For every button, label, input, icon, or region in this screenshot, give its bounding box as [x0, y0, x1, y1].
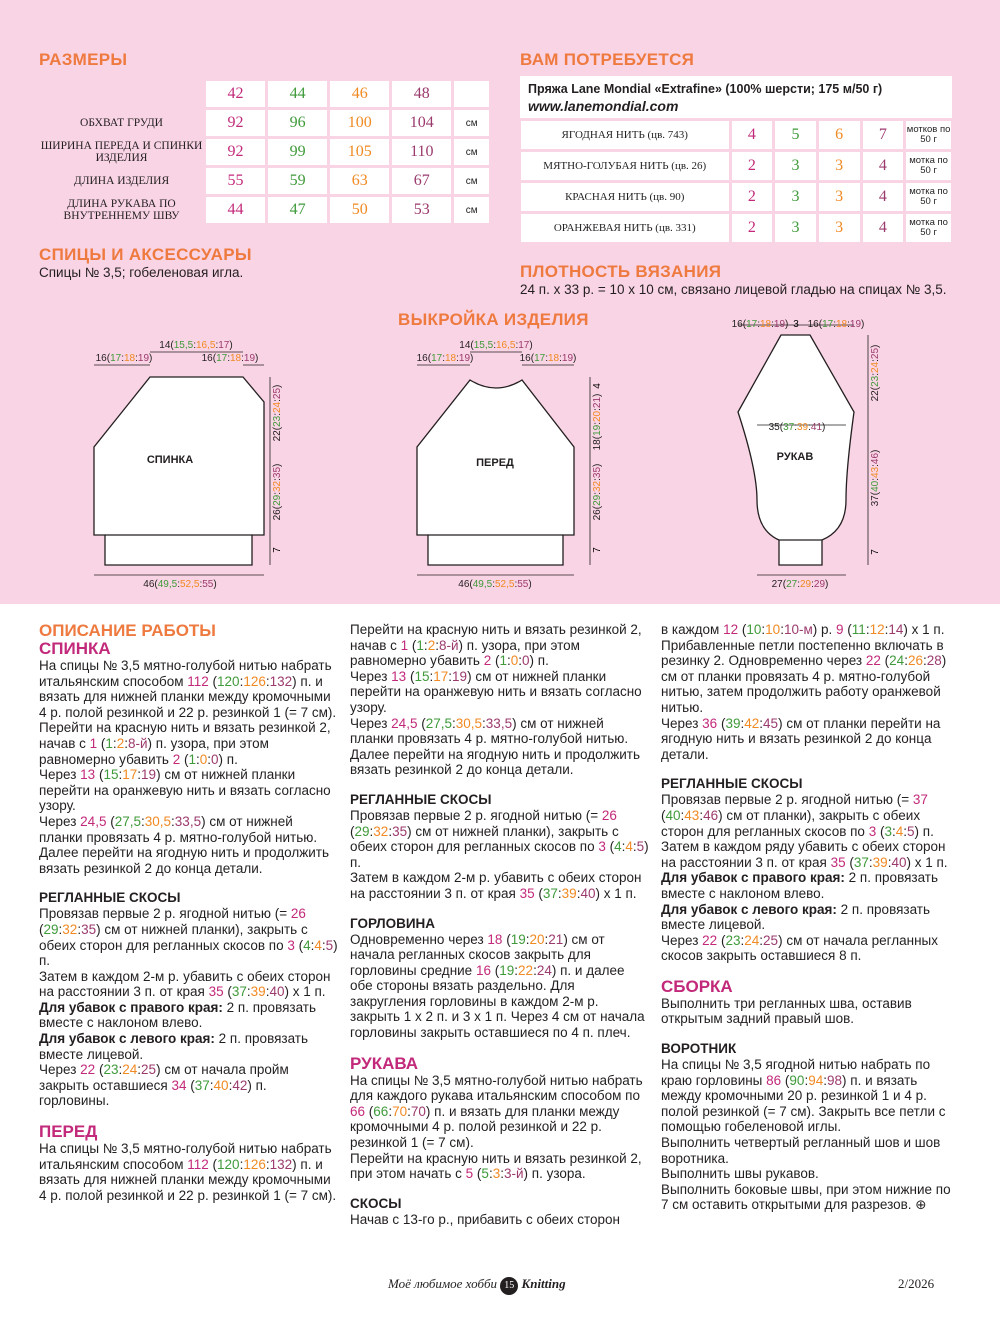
needles-text: Спицы № 3,5; гобеленовая игла. — [39, 265, 244, 280]
front-shoulder-dim-right: 16(17:18:19) — [519, 353, 577, 364]
footer-brand: Моё любимое хобби 15 Knitting — [388, 1276, 566, 1295]
sleeve-raglan-dim: 22(23:24:25) — [870, 344, 881, 402]
table-row: 42 44 46 48 — [40, 81, 489, 107]
instructions-column-2: Перейти на красную нить и вязать резинкой 2, начав с 1 (1:2:8-й) п. узора, при этом равномерно убавить 2 (1:0:0) п. Через 13 (15:17:19) см от нижней планки перейти на оранжевую нить и вязать согласно узору. Через 24,5 (27,5:30,5:33,5) см от нижней планки провязать 4 р. мятно-голубой нитью. Далее перейти на ягодную нить и продолжить вязать резинкой 2 до конца детали. РЕГЛАННЫЕ СКОСЫ Провязав первые 2 р. ягодной нитью (= 26 (29:32:35) см от нижней планки), закрыть с обеих сторон для регланных скосов по 3 (4:4:5) п. Затем в каждом 2-м р. убавить с обеих сторон на расстоянии 3 п. от края 35 (37:39:40) х 1 п. ГОРЛОВИНА Одновременно через 18 (19:20:21) см от начала регланных скосов закрыть для горловины средние 16 (19:22:24) п. и далее обе стороны вязать раздельно. Для закругления горловины в каждом 2-м р. закрыть 1 х 2 п. и 3 х 1 п. Через 4 см от начала горловины закрыть оставшиеся по 4 п. плеч. РУКАВА На спицы № 3,5 мятно-голубой нитью набрать для каждого рукава итальянским способом по 66 (66:70:70) п. и вязать для планки между кромочными 4 р. полой резинкой и 22 р. резинкой 1 (= 7 см). Перейти на красную нить и вязать резинкой 2, при этом начать с 5 (5:3:3-й) п. узора. СКОСЫ Начав с 13-го р., прибавить с обеих сторон — [350, 622, 649, 1227]
instructions-column-3: в каждом 12 (10:10:10-м) р. 9 (11:12:14) х 1 п. Прибавленные петли постепенно включать в резинку 2. Одновременно через 22 (24:26:28) см от планки провязать 4 р. мятно-голубой нитью, затем продолжить работу оранжевой нитью. Через 36 (39:42:45) см от планки перейти на ягодную нить и вязать резинкой 2 до конца детали. РЕГЛАННЫЕ СКОСЫ Провязав первые 2 р. ягодной нитью (= 37 (40:43:46) см от планки), закрыть с обеих сторон для регланных скосов по 3 (3:4:5) п. Затем в каждом ряду убавить с обеих сторон на расстоянии 3 п. от края 35 (37:39:40) х 1 п. Для убавок с правого края: 2 п. провязать вместе с наклоном влево. Для убавок с левого края: 2 п. провязать вместе лицевой. Через 22 (23:24:25) см от начала регланных скосов закрыть оставшиеся 8 п. СБОРКА Выполнить три регланных шва, оставив открытым задний правый шов. ВОРОТНИК На спицы № 3,5 ягодной нитью набрать по краю горловины 86 (90:94:98) п. и вязать между кромочными 20 р. резинкой 1 и 4 р. полой резинкой (= 7 см). Закрыть все петли с помощью гобеленовой иглы. Выполнить четвертый регланный шов и шов воротника. Выполнить швы рукавов. Выполнить боковые швы, при этом нижние по 7 см оставить открытыми для разрезов. ⊕ — [661, 622, 951, 1213]
sleeve-top-dim: 16(17:18:19) — [731, 319, 789, 330]
yarn-title: Пряжа Lane Mondial «Extrafine» (100% шерсти; 175 м/50 г) — [528, 82, 883, 96]
gauge-text: 24 п. х 33 р. = 10 х 10 см, связано лицевой гладью на спицах № 3,5. — [520, 282, 947, 297]
yarn-url: www.lanemondial.com — [528, 98, 679, 114]
table-row: ДЛИНА РУКАВА ПО ВНУТРЕННЕМУ ШВУ 44 47 50 53 см — [40, 197, 489, 223]
sizes-title: РАЗМЕРЫ — [39, 50, 128, 69]
gauge-title: ПЛОТНОСТЬ ВЯЗАНИЯ — [520, 262, 722, 281]
pattern-diagrams — [0, 0, 1000, 604]
table-row: ДЛИНА ИЗДЕЛИЯ 55 59 63 67 см — [40, 168, 489, 194]
front-shape — [417, 380, 574, 565]
front-width-dim: 46(49,5:52,5:55) — [458, 579, 532, 590]
sleeve-bottom-dim: 27(27:29:29) — [771, 579, 829, 590]
back-raglan-dim: 22(23:24:25) — [272, 384, 283, 442]
sleeve-label: РУКАВ — [776, 451, 814, 463]
front-band-dim: 7 — [592, 547, 603, 553]
front-label: ПЕРЕД — [476, 457, 514, 469]
sleeve-shape — [738, 335, 854, 565]
back-shoulder-dim-right: 16(17:18:19) — [201, 353, 259, 364]
front-top-dim: 4 — [592, 383, 603, 389]
issue-badge: 15 — [500, 1277, 518, 1295]
back-band-dim: 7 — [272, 547, 283, 553]
front-shoulder-dim: 16(17:18:19) — [416, 353, 474, 364]
front-raglan-dim: 18(19:20:21) — [592, 393, 603, 451]
back-neck-dim: 14(15,5:16,5:17) — [159, 340, 233, 351]
back-width-dim: 46(49,5:52,5:55) — [143, 579, 217, 590]
back-body-dim: 26(29:32:35) — [272, 463, 283, 521]
needles-title: СПИЦЫ И АКСЕССУАРЫ — [39, 245, 252, 264]
sleeve-upper-dim: 35(37:39:41) — [768, 422, 826, 433]
table-row: МЯТНО-ГОЛУБАЯ НИТЬ (цв. 26) 2 3 3 4 мотка по 50 г — [521, 152, 951, 180]
sleeve-cuff-dim: 7 — [870, 549, 881, 555]
table-row: ШИРИНА ПЕРЕДА И СПИНКИ ИЗДЕЛИЯ 92 99 105 110 см — [40, 139, 489, 165]
pattern-title: ВЫКРОЙКА ИЗДЕЛИЯ — [398, 310, 589, 329]
instructions-column-1: ОПИСАНИЕ РАБОТЫ СПИНКА На спицы № 3,5 мятно-голубой нитью набрать итальянским способом 112 (120:126:132) п. и вязать для нижней планки между кромочными 4 р. полой резинкой и 22 р. резинкой 1 (= 7 см). Перейти на красную нить и вязать резинкой 2, начав с 1 (1:2:8-й) п. узора, при этом равномерно убавить 2 (1:0:0) п. Через 13 (15:17:19) см от нижней планки перейти на оранжевую нить и вязать согласно узору. Через 24,5 (27,5:30,5:33,5) см от нижней планки провязать 4 р. мятно-голубой нитью. Далее перейти на ягодную нить и продолжить вязать резинкой 2 до конца детали. РЕГЛАННЫЕ СКОСЫ Провязав первые 2 р. ягодной нитью (= 26 (29:32:35) см от нижней планки), закрыть с обеих сторон для регланных скосов по 3 (4:4:5) п. Затем в каждом 2-м р. убавить с обеих сторон на расстоянии 3 п. от края 35 (37:39:40) х 1 п. Для убавок с правого края: 2 п. провязать вместе с наклоном влево. Для убавок с левого края: 2 п. провязать вместе лицевой. Через 22 (23:24:25) см от начала пройм закрыть оставшиеся 34 (37:40:42) п. горловины. ПЕРЕД На спицы № 3,5 мятно-голубой нитью набрать итальянским способом 112 (120:126:132) п. и вязать для нижней планки между кромочными 4 р. полой резинкой и 22 р. резинкой 1 (= 7 см). — [39, 621, 338, 1203]
back-shape — [94, 377, 264, 565]
sleeve-top-dim-right: 16(17:18:19) — [807, 319, 865, 330]
sleeve-length-dim: 37(40:43:46) — [870, 449, 881, 507]
sleeve-mid-dim: 3 — [793, 319, 799, 330]
footer-date: 2/2026 — [898, 1276, 935, 1291]
materials-title: ВАМ ПОТРЕБУЕТСЯ — [520, 50, 695, 69]
back-label: СПИНКА — [146, 454, 194, 466]
table-row: ЯГОДНАЯ НИТЬ (цв. 743) 4 5 6 7 мотков по 50 г — [521, 121, 951, 149]
table-row: ОРАНЖЕВАЯ НИТЬ (цв. 331) 2 3 3 4 мотка по 50 г — [521, 214, 951, 242]
table-row: ОБХВАТ ГРУДИ 92 96 100 104 см — [40, 110, 489, 136]
front-body-dim: 26(29:32:35) — [592, 463, 603, 521]
front-neck-dim: 14(15,5:16,5:17) — [459, 340, 533, 351]
table-row: КРАСНАЯ НИТЬ (цв. 90) 2 3 3 4 мотка по 50 г — [521, 183, 951, 211]
back-shoulder-dim: 16(17:18:19) — [95, 353, 153, 364]
